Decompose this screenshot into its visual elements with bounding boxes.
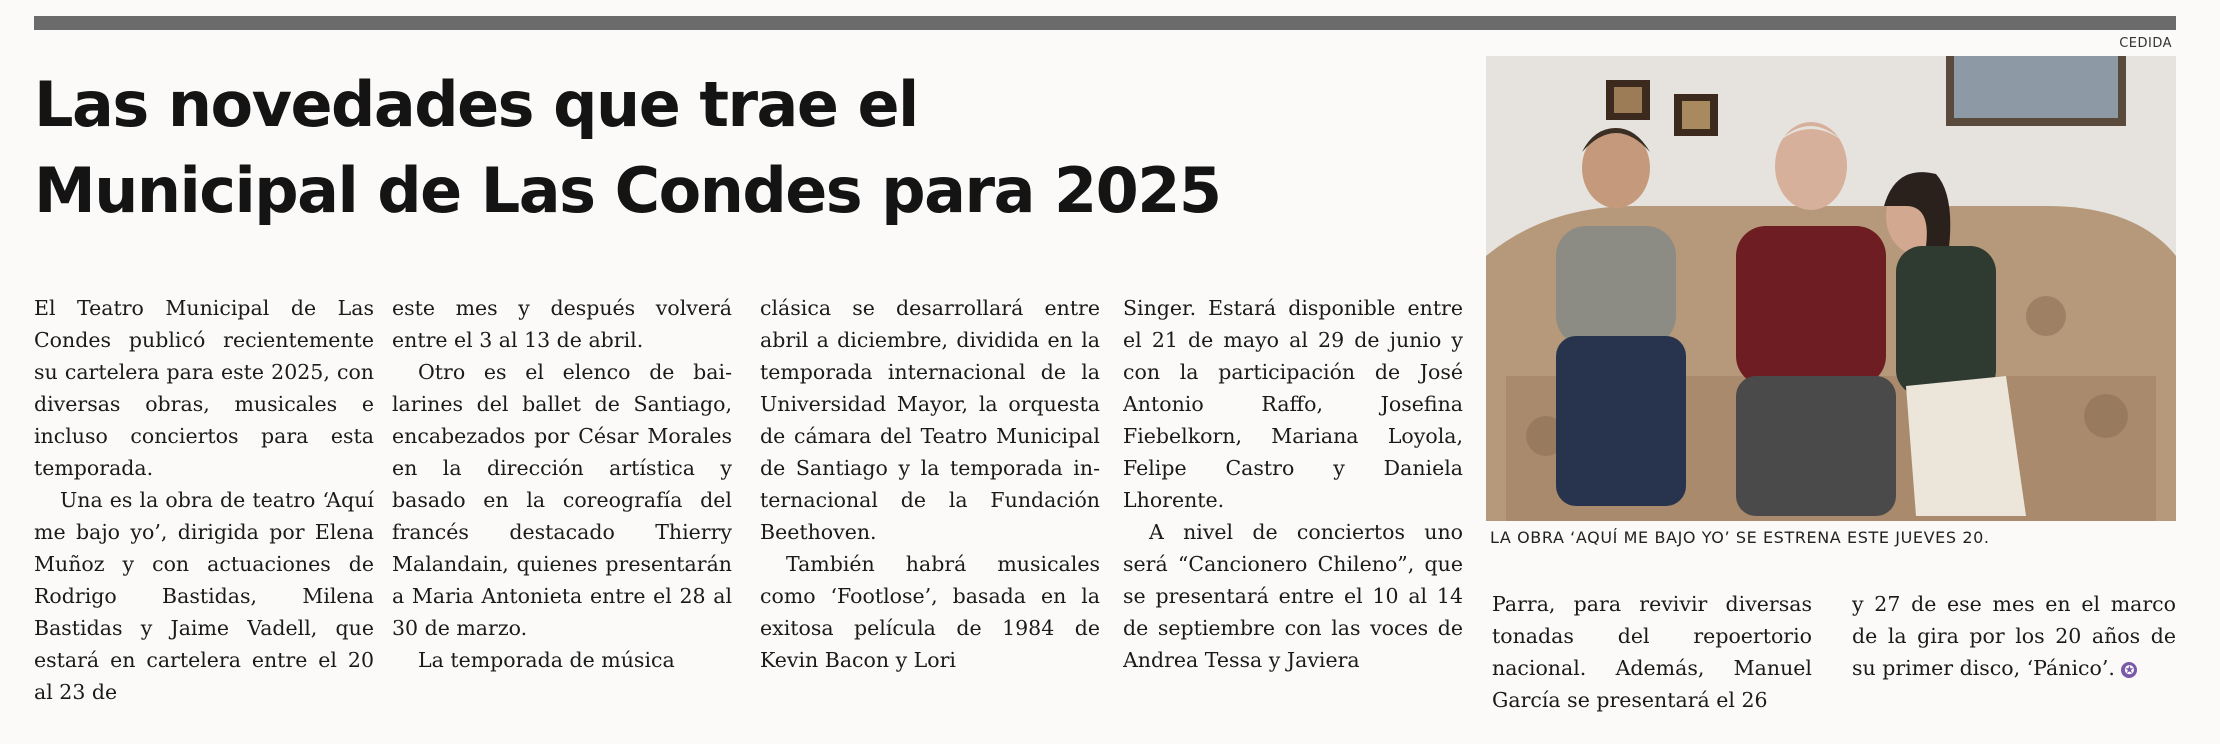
headline-line-2: Municipal de Las Condes para 2025 xyxy=(34,154,1221,227)
top-rule xyxy=(34,16,2176,30)
article-column-3 xyxy=(760,292,1100,732)
end-mark-icon: ✪ xyxy=(2121,662,2137,678)
article-column-6 xyxy=(1852,588,2176,738)
paragraph xyxy=(1852,588,2176,684)
article-column-1 xyxy=(34,292,374,732)
photo-image xyxy=(1486,56,2176,521)
paragraph: A nivel de conciertos uno será “Cancionero Chileno”, que se presentará entre el 10 al 14 de septiembre con las voces de Andrea Tessa y Javiera xyxy=(1123,520,1463,672)
paragraph: Singer. Estará disponible entre el 21 de mayo al 29 de junio y con la participación de José Antonio Raffo, Josefina Fiebelkorn, Mariana Loyola, Felipe Castro y Daniela Lhorente. xyxy=(1123,296,1463,512)
paragraph: Otro es el elenco de bailarines del ballet de Santiago, encabezados por César Morales en la dirección artística y basado en la coreografía del francés destacado Thierry Malandain, quienes presentarán a Maria Antonieta entre el 28 al 30 de marzo. xyxy=(392,360,732,640)
headline xyxy=(34,62,1474,234)
article-column-4 xyxy=(1123,292,1463,732)
paragraph: También habrá musicales como ‘Footlose’, basada en la exitosa película de 1984 de Kevin Bacon y Lori xyxy=(760,552,1100,672)
photo xyxy=(1486,56,2176,521)
article-column-2 xyxy=(392,292,732,732)
paragraph: Parra, para revivir diversas tonadas del repoertorio nacional. Además, Manuel García se presentará el 26 xyxy=(1492,592,1812,712)
paragraph: El Teatro Municipal de Las Condes publicó recientemente su cartelera para este 2025, con diversas obras, musicales e incluso conciertos para esta temporada. xyxy=(34,296,374,480)
paragraph: La temporada de música xyxy=(418,648,675,672)
paragraph: Una es la obra de teatro ‘Aquí me bajo yo’, dirigida por Elena Muñoz y con actuaciones de Rodrigo Bastidas, Milena Bastidas y Jaime Vadell, que estará en cartelera entre el 20 al 23 de xyxy=(34,488,374,704)
paragraph-text: y 27 de ese mes en el marco de la gira por los 20 años de su primer disco, ‘Pánico’. xyxy=(1852,592,2176,680)
photo-credit: CEDIDA xyxy=(2119,36,2172,51)
photo-caption: LA OBRA ‘AQUÍ ME BAJO YO’ SE ESTRENA ESTE JUEVES 20. xyxy=(1490,528,1990,547)
headline-line-1: Las novedades que trae el xyxy=(34,68,918,141)
paragraph: clásica se desarrollará entre abril a diciembre, dividida en la temporada internacional de la Universidad Mayor, la orquesta de cámara del Teatro Municipal de Santiago y la temporada internacional de la Fundación Beethoven. xyxy=(760,296,1100,544)
article-column-5 xyxy=(1492,588,1812,738)
paragraph: este mes y después volverá entre el 3 al 13 de abril. xyxy=(392,296,732,352)
